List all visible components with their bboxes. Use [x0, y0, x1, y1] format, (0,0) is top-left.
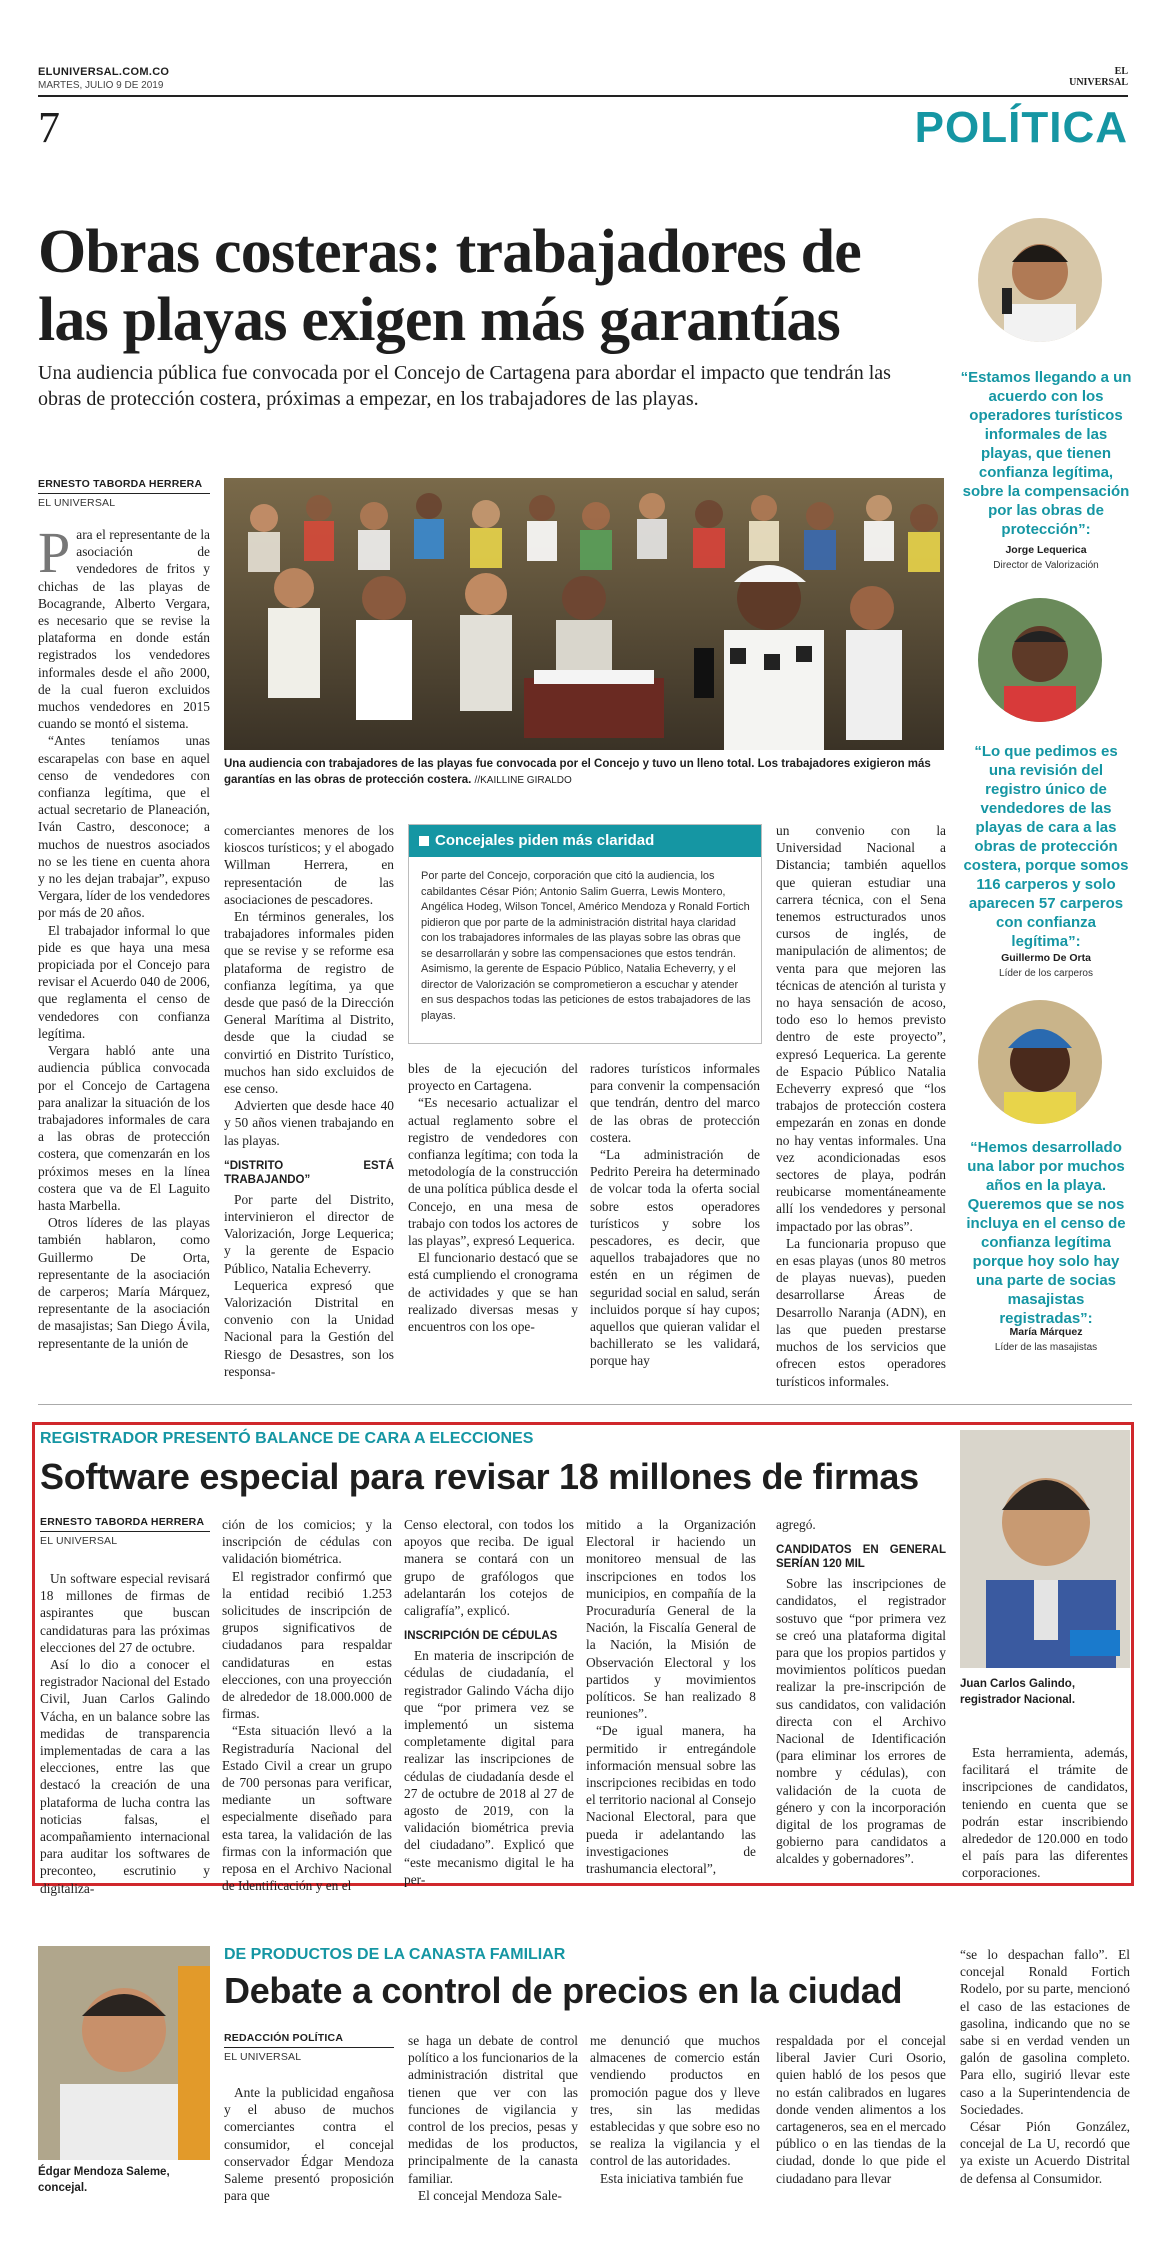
sidebar-box-header — [409, 825, 761, 857]
byline-outlet: EL UNIVERSAL — [38, 497, 116, 509]
paragraph: César Pión González, concejal de La U, recordó que ya existe un Acuerdo Distrital de defensa al Consumidor. — [960, 2119, 1130, 2186]
sidebar-box-body: Por parte del Concejo, corporación que citó la audiencia, los cabildantes César Pión; Antonio Salim Guerra, Lewis Montero, Angélica Hodeg, Wilson Toncel, Américo Mendoza y Ronald Fortich pidieron que por parte de la administración distrital haya claridad con los trabajadores informales de las playas sobre las obras que se desarrollarán y sobre las compensaciones que estos tendrán. Asimismo, la gerente de Espacio Público, Natalia Echeverry, y el director de Valorización se comprometieron a escuchar y atender en sus despachos todas las peticiones de estos trabajadores de las playas. — [421, 870, 751, 1022]
paragraph: bles de la ejecución del proyecto en Cartagena. — [408, 1061, 578, 1094]
paragraph: ara el representante de la asociación de vendedores de fritos y chichas de las playas de Bocagrande, Alberto Vergara, es necesario que se revise la plataforma en donde están registrados los vendedores informales desde el año 2000, de la cual fueron excluidos muchos vendedores en 2015 cuando se montó el sistema. — [38, 527, 210, 732]
portrait-illustration — [978, 1000, 1102, 1124]
paragraph: “De igual manera, ha permitido ir entregándole información mensual sobre las inscripciones recibidas en todo el territorio nacional al Consejo Nacional Electoral, para que pueda ir adelantando las investigaciones de trashumancia electoral”, — [586, 1723, 756, 1877]
caption-text: Una audiencia con trabajadores de las playas fue convocada por el Concejo y tuvo un lleno total. Los trabajadores exigieron más garantías en las obras de protección costera. — [224, 758, 931, 786]
subhead: INSCRIPCIÓN DE CÉDULAS — [404, 1630, 558, 1643]
issue-date: MARTES, JULIO 9 DE 2019 — [38, 80, 164, 91]
paragraph: Advierten que desde hace 40 y 50 años vienen trabajando en las playas. — [224, 1098, 394, 1148]
quote-name-1: Jorge Lequerica — [1005, 544, 1087, 556]
subhead: CANDIDATOS EN GENERAL SERÍAN 120 MIL — [776, 1544, 946, 1571]
paragraph: En materia de inscripción de cédulas de ciudadanía, el registrador Galindo Vácha dijo que “por primera vez se implementó un sistema completamente digital para realizar las inscripciones de cédulas de ciudadanía desde el 27 de octubre de 2018 al 27 de agosto de 2019, con la validación biométrica previa del ciudadano”. Explicó que “este mecanismo digital le ha per- — [404, 1648, 574, 1887]
pull-quote-2: “Lo que pedimos es una revisión del registro único de vendedores de las playas de cara a las obras de protección costera, porque somos 116 carperos y solo aparecen 57 carperos con confianza legítima”: — [963, 743, 1129, 950]
lead-photo-caption — [224, 756, 944, 789]
story3-headline: Debate a control de precios en la ciudad — [224, 1970, 903, 2011]
quote-role-1: Director de Valorización — [993, 560, 1099, 571]
logo-line-2: UNIVERSAL — [1069, 77, 1128, 88]
story2-headline: Software especial para revisar 18 millones de firmas — [40, 1456, 919, 1497]
quote-name-2: Guillermo De Orta — [1001, 952, 1091, 964]
lead-photo — [224, 478, 944, 750]
paragraph: “Es necesario actualizar el actual reglamento sobre el registro de vendedores con confianza legítima; con toda la metodología de la construcción de una política pública desde el Concejo, en una mesa de trabajo con todos los actores de las playas”, expresó Lequerica. — [408, 1095, 578, 1249]
byline-name: ERNESTO TABORDA HERRERA — [40, 1516, 205, 1528]
lead-column-4 — [590, 1060, 760, 1370]
paragraph: un convenio con la Universidad Nacional a Distancia; también aquellos que quieran estudiar una carrera técnica, con el Sena tenemos estructurados unos cursos de inglés, de manipulación de alimentos; de venta para que mejoren las técnicas de atención al turista y no haya sensación de acoso, todo eso lo hemos previsto dentro de este proyecto”, expresó Lequerica. La gerente de Espacio Público Natalia Echeverry expresó que “los trabajos de protección costera empezarán en zonas en donde no hay ventas informales. Una vez acondicionadas esos sectores de playa, podrán reubicarse momentáneamente allí los vendedores y personal impactado por las obras”. — [776, 823, 946, 1234]
quote-name-3: María Márquez — [1009, 1326, 1083, 1338]
section-divider — [38, 1404, 1132, 1405]
byline-outlet: EL UNIVERSAL — [40, 1535, 118, 1547]
paragraph: me denunció que muchos almacenes de comercio están vendiendo productos en promoción pague dos y lleve tres, sin las medidas establecidas y que sobre eso no se realiza la vigilancia y el control de las autoridades. — [590, 2033, 760, 2169]
story3-byline — [224, 2032, 394, 2063]
paragraph: El concejal Mendoza Sale- — [418, 2187, 562, 2203]
lead-column-1 — [38, 520, 210, 1352]
drop-cap: P — [38, 520, 71, 585]
paragraph: Sobre las inscripciones de candidatos, el registrador sostuvo que “por primera vez se creó una plataforma digital para que los propios partidos y movimientos políticos puedan realizar la pre-inscripción de sus candidatos, con validación directa con el Archivo Nacional de Identificación (para eliminar los errores de nombre y cédulas), con validación de la cuota de género y con la incorporación digital de los programas de gobierno para candidatos a alcaldes y gobernadores”. — [776, 1576, 946, 1867]
header-rule — [38, 95, 1128, 97]
byline-name: ERNESTO TABORDA HERRERA — [38, 478, 203, 490]
sidebar-box — [408, 824, 762, 1044]
paragraph: se haga un debate de control político a los funcionarios de la administración distrital que tienen que ver con las funciones de vigilancia y control de los precios, pesas y medidas de los productos, principalmente de la canasta familiar. — [408, 2033, 578, 2186]
paragraph: El funcionario destacó que se está cumpliendo el cronograma de actividades y que se han realizado diversas mesas y encuentros con los ope- — [408, 1250, 578, 1335]
paragraph: mitido a la Organización Electoral ir haciendo un monitoreo mensual de las inscripciones en todos los municipios, en compañía de la Procuraduría General de la Nación, la Fiscalía General de la Nación, la Misión de Observación Electoral y los partidos y movimientos políticos. Se han realizado 8 reuniones”. — [586, 1517, 756, 1722]
paragraph: Lequerica expresó que Valorización Distrital en convenio con la Unidad Nacional para la Gestión del Riesgo de Desastres, son los responsa- — [224, 1277, 394, 1379]
site-url: ELUNIVERSAL.COM.CO — [38, 66, 170, 78]
councilman-portrait-illustration — [38, 1946, 210, 2160]
quote-role-2: Líder de los carperos — [999, 968, 1093, 979]
byline-name: REDACCIÓN POLÍTICA — [224, 2032, 344, 2044]
paragraph: “Antes teníamos unas escarapelas con base en aquel censo de vendedores con confianza legítima, que el actual secretario de Planeación, Iván Castro, desconoce; a muchos de nuestros asociados no se les tiene en cuenta ahora y no les dejan trabajar”, expuso Vergara, líder de los vendedores por más de 20 años. — [38, 733, 210, 921]
paragraph: “se lo despachan fallo”. El concejal Ronald Fortich Rodelo, por su parte, mencionó el caso de las estaciones de gasolina, indicando que no se sabe si en verdad venden un galón de gasolina completo. Para ello, sugirió llevar este caso a la Superintendencia de Sociedades. — [960, 1947, 1130, 2117]
story2-photo — [960, 1430, 1130, 1668]
paragraph: El registrador confirmó que la entidad recibió 1.253 solicitudes de inscripción de grupos significativos de ciudadanos para respaldar candidaturas en estas elecciones, con una proyección de alrededor de 18.000.000 de firmas. — [222, 1568, 392, 1722]
byline-outlet: EL UNIVERSAL — [224, 2051, 302, 2063]
story3-photo-caption: Édgar Mendoza Saleme, concejal. — [38, 2166, 170, 2194]
photo-credit: //KAILLINE GIRALDO — [474, 775, 572, 786]
story2-byline — [40, 1516, 210, 1547]
paragraph: Censo electoral, con todos los apoyos que reciba. De igual manera se contará con un grupo de grafólogos que adelantarán los cotejos de caligrafía”, explicó. — [404, 1517, 574, 1619]
lead-column-3 — [408, 1060, 578, 1335]
byline-rule — [224, 2047, 394, 2048]
story3-column-3 — [590, 2032, 760, 2187]
story2-column-3 — [404, 1516, 574, 1888]
story2-column-5 — [776, 1516, 946, 1868]
paragraph: radores turísticos informales para convenir la compensación que tendrán, dentro del marco de las obras de protección costera. — [590, 1061, 760, 1145]
audience-illustration — [224, 478, 944, 750]
story2-kicker: REGISTRADOR PRESENTÓ BALANCE DE CARA A ELECCIONES — [40, 1430, 534, 1447]
paragraph: Otros líderes de las playas también hablaron, como Guillermo De Orta, representante de la asociación de carperos; María Márquez, representante de la asociación de masajistas; San Diego Ávila, representante de la unión de — [38, 1215, 210, 1351]
square-bullet-icon — [419, 836, 429, 846]
quote-portrait-2 — [978, 598, 1102, 722]
paragraph: En términos generales, los trabajadores informales piden que se revise y se reforme esa plataforma de registro de confianza legítima, ya que desde que pasó de la Dirección General Marítima al Distrito, desde que la ciudad se convirtió en Distrito Turístico, muchos han sido excluidos de ese censo. — [224, 909, 394, 1097]
lead-byline — [38, 478, 210, 509]
paragraph: Así lo dio a conocer el registrador Nacional del Estado Civil, Juan Carlos Galindo Vácha, en un balance sobre las medidas de transparencia implementadas de cara a las elecciones, entre las que destacó la creación de una plataforma de lucha contra las noticias falsas, el acompañamiento internacional para auditar los softwares de preconteo, escrutinio y digitaliza- — [40, 1657, 210, 1896]
paragraph: “Esta situación llevó a la Registraduría Nacional del Estado Civil a crear un grupo de 700 personas para verificar, mediante un software especialmente diseñado para esta tarea, la validación de las firmas con la información que reposa en el Archivo Nacional de Identificación y en el — [222, 1723, 392, 1894]
story2-column-1 — [40, 1570, 210, 1897]
story3-photo — [38, 1946, 210, 2160]
story3-column-2 — [408, 2032, 578, 2204]
portrait-illustration — [978, 598, 1102, 722]
lead-deck: Una audiencia pública fue convocada por el Concejo de Cartagena para abordar el impacto que tendrán las obras de protección costera, próximas a empezar, en los trabajadores de las playas. — [38, 362, 891, 410]
byline-rule — [38, 493, 210, 494]
quote-portrait-3 — [978, 1000, 1102, 1124]
paragraph: respaldada por el concejal liberal Javier Curi Osorio, quien habló de los pesos que no están calibrados en lugares donde venden alimentos a los cartageneros, sea en el mercado público o en las tiendas de la ciudad, donde lo que pide el ciudadano para llevar — [776, 2033, 946, 2186]
logo-line-1: EL — [1114, 66, 1128, 77]
byline-rule — [40, 1531, 210, 1532]
paragraph: ción de los comicios; y la inscripción de cédulas con validación biométrica. — [222, 1517, 392, 1567]
paragraph: Un software especial revisará 18 millones de firmas de aspirantes que buscan candidaturas para las próximas elecciones del 27 de octubre. — [40, 1571, 210, 1655]
paragraph: Esta iniciativa también fue — [600, 2170, 744, 2186]
lead-headline: Obras costeras: trabajadores de las playas exigen más garantías — [38, 218, 861, 354]
section-name: POLÍTICA — [914, 103, 1128, 152]
subhead: “DISTRITO ESTÁ TRABAJANDO” — [224, 1159, 394, 1186]
paragraph: El trabajador informal lo que pide es que haya una mesa propiciada por el Concejo para revisar el Acuerdo 040 de 2006, que reglamenta el censo de vendedores con confianza legítima. — [38, 922, 210, 1041]
story2-column-6 — [962, 1744, 1128, 1882]
story3-kicker: DE PRODUCTOS DE LA CANASTA FAMILIAR — [224, 1946, 566, 1963]
pull-quote-1: “Estamos llegando a un acuerdo con los operadores turísticos informales de las playas, que tienen confianza legítima, sobre la compensación por las obras de protección”: — [960, 369, 1132, 538]
paragraph: La funcionaria propuso que en esas playas (unos 80 metros de playas nuevas), pueden desarrollarse Áreas de Desarrollo Naranja (ADN), en las que pueden prestarse muchos de los servicios que ofrecen estos operadores turísticos informales. — [776, 1235, 946, 1389]
paragraph: Vergara habló ante una audiencia pública convocada por el Concejo de Cartagena para analizar la situación de los trabajadores informales de cara a las obras de protección costera, que comenzarán en los próximos meses en la línea costera que va de El Laguito hasta Marbella. — [38, 1043, 210, 1213]
paragraph: Por parte del Distrito, intervinieron el director de Valorización, Jorge Lequerica; y la gerente de Espacio Público, Natalia Echeverry. — [224, 1191, 394, 1276]
newspaper-logo — [1069, 66, 1128, 88]
sidebar-box-title: Concejales piden más claridad — [435, 832, 655, 849]
paragraph: Ante la publicidad engañosa y el abuso de muchos comerciantes contra el consumidor, el concejal conservador Édgar Mendoza Saleme presentó proposición para que — [224, 2085, 394, 2204]
lead-column-5 — [776, 822, 946, 1390]
paragraph: comerciantes menores de los kioscos turísticos; y el abogado Willman Herrera, en representación de las asociaciones de pescadores. — [224, 823, 394, 907]
quote-portrait-1 — [978, 218, 1102, 342]
paragraph: Esta herramienta, además, facilitará el trámite de inscripciones de candidatos, teniendo en cuenta que se podrán estar inscribiendo alrededor de 120.000 en todo el país para las diferentes corporaciones. — [962, 1745, 1128, 1881]
story2-photo-caption: Juan Carlos Galindo, registrador Nacional. — [960, 1678, 1076, 1706]
portrait-illustration — [978, 218, 1102, 342]
story3-column-4 — [776, 2032, 946, 2187]
paragraph: agregó. — [776, 1517, 816, 1532]
page-number: 7 — [38, 103, 60, 152]
paragraph: “La administración de Pedrito Pereira ha determinado de volcar toda la oferta social sobre estos operadores turísticos y sobre los pescadores, es decir, que aquellos trabajadores que no estén en un régimen de seguridad social en salud, serán incluidos porque sí hay cupos; aquellos que quieran validar el bachillerato se les validará, porque hay — [590, 1147, 760, 1369]
pull-quote-3: “Hemos desarrollado una labor por muchos años en la playa. Queremos que se nos incluya en el censo de confianza legítima porque hoy solo hay una parte de socias masajistas registradas”: — [966, 1139, 1126, 1327]
story2-column-2 — [222, 1516, 392, 1894]
registrar-portrait-illustration — [960, 1430, 1130, 1668]
story3-column-1 — [224, 2084, 394, 2204]
story3-column-5 — [960, 1946, 1130, 2187]
lead-column-2 — [224, 822, 394, 1380]
story2-column-4 — [586, 1516, 756, 1877]
quote-role-3: Líder de las masajistas — [994, 1342, 1098, 1353]
